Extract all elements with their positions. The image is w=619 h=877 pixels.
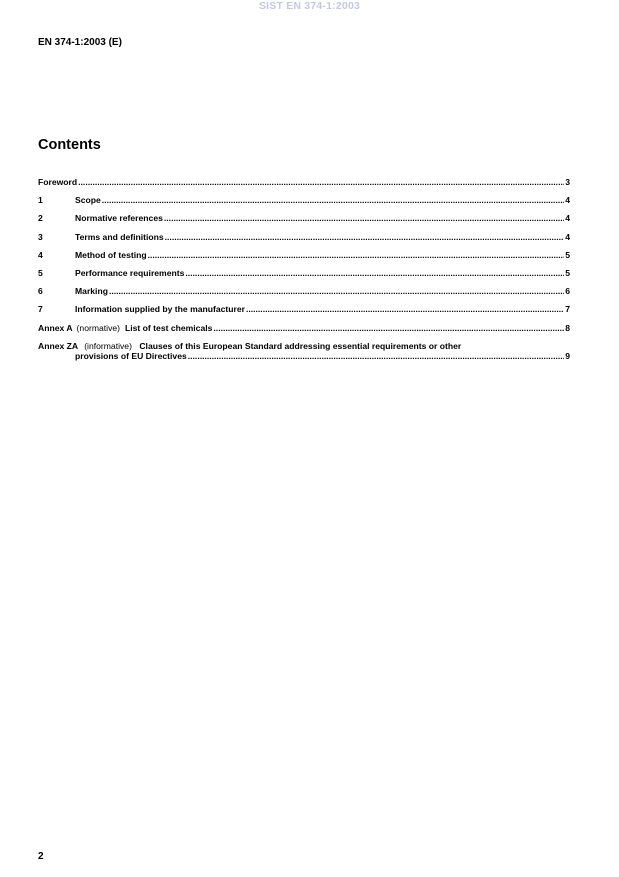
dot-leader (78, 177, 564, 187)
toc-entry-normative-references[interactable] (38, 213, 570, 231)
toc-entry-page: 3 (565, 177, 570, 187)
toc-entry-title: Information supplied by the manufacturer (75, 304, 245, 315)
toc-entry-page: 5 (565, 249, 570, 260)
dot-leader (109, 286, 564, 296)
toc-entry-title-line1: Clauses of this European Standard addressing essential requirements or other (139, 340, 462, 351)
toc-entry-page: 7 (565, 304, 570, 315)
toc-entry-information-supplied[interactable] (38, 304, 570, 322)
toc-entry-title: Marking (75, 286, 108, 297)
toc-entry-page: 8 (565, 322, 570, 333)
dot-leader (246, 304, 564, 314)
toc-entry-annex-a[interactable] (38, 323, 570, 341)
toc-entry-title: Normative references (75, 213, 163, 224)
annex-label: Annex A (38, 322, 73, 333)
toc-entry-foreword[interactable] (38, 177, 570, 195)
annex-type: (normative) (76, 322, 121, 333)
toc-entry-page: 6 (565, 286, 570, 297)
toc-entry-page: 4 (565, 213, 570, 224)
contents-heading: Contents (38, 137, 101, 153)
toc-entry-title: List of test chemicals (125, 322, 213, 333)
toc-entry-title-line2: provisions of EU Directives (75, 351, 187, 362)
toc-entry-title: Performance requirements (75, 267, 185, 278)
toc-entry-number: 2 (38, 213, 43, 224)
toc-entry-number: 5 (38, 267, 43, 278)
toc-entry-number: 6 (38, 286, 43, 297)
toc-entry-marking[interactable] (38, 286, 570, 304)
toc-entry-performance-requirements[interactable] (38, 268, 570, 286)
toc-entry-method-of-testing[interactable] (38, 250, 570, 268)
dot-leader (102, 195, 564, 205)
annex-type: (informative) (84, 340, 132, 351)
document-id: EN 374-1:2003 (E) (38, 37, 122, 48)
toc-entry-title: Scope (75, 195, 101, 206)
toc-entry-page: 9 (565, 351, 570, 362)
watermark: SIST EN 374-1:2003 (258, 0, 361, 12)
dot-leader (148, 250, 565, 260)
toc-entry-annex-za[interactable] (38, 341, 570, 362)
dot-leader (185, 268, 564, 278)
table-of-contents (38, 177, 570, 362)
toc-entry-page: 4 (565, 195, 570, 206)
toc-entry-scope[interactable] (38, 195, 570, 213)
toc-entry-number: 4 (38, 249, 43, 260)
annex-label: Annex ZA (38, 340, 78, 351)
toc-entry-number: 7 (38, 304, 43, 315)
toc-entry-page: 4 (565, 231, 570, 242)
dot-leader (213, 323, 564, 333)
page-number: 2 (38, 851, 44, 862)
toc-entry-title: Terms and definitions (75, 231, 164, 242)
dot-leader (165, 232, 565, 242)
toc-entry-page: 5 (565, 267, 570, 278)
toc-entry-title: Method of testing (75, 249, 147, 260)
dot-leader (164, 213, 564, 223)
toc-entry-number: 3 (38, 231, 43, 242)
toc-entry-number: 1 (38, 195, 43, 206)
toc-entry-terms-and-definitions[interactable] (38, 232, 570, 250)
toc-entry-title: Foreword (38, 177, 78, 187)
dot-leader (188, 351, 564, 362)
